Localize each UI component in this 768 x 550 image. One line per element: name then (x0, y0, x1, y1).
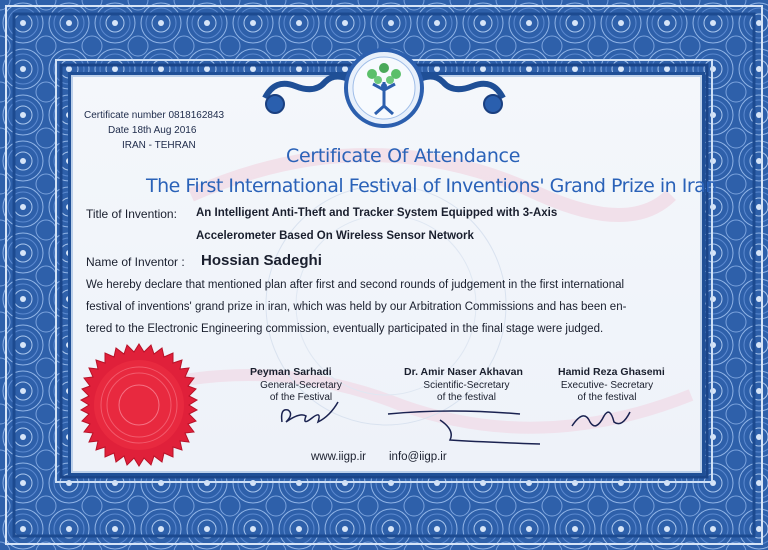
issue-location: IRAN - TEHRAN (122, 140, 196, 151)
website-link[interactable]: www.iigp.ir (311, 451, 366, 463)
red-seal (76, 342, 202, 468)
signature-2 (380, 400, 550, 450)
declaration-line-2: festival of inventions' grand prize in iran, which was held by our Arbitration Commissions and has been en- (86, 301, 627, 313)
declaration-line-1: We hereby declare that mentioned plan after first and second rounds of judgement in the first international (86, 279, 625, 291)
invention-title-line-1: An Intelligent Anti-Theft and Tracker System Equipped with 3-Axis (196, 207, 558, 219)
certificate-title: Certificate Of Attendance (286, 145, 521, 167)
signatory-1-name: Peyman Sarhadi (250, 366, 332, 378)
festival-name: The First International Festival of Inventions' Grand Prize in Iran (146, 175, 717, 197)
signatory-3-name: Hamid Reza Ghasemi (558, 366, 665, 378)
signature-3 (566, 398, 636, 438)
signatory-3-role-1: Executive- Secretary (560, 380, 654, 391)
signatory-2-role-2: of the festival (437, 392, 496, 403)
certificate-number: Certificate number 0818162843 (84, 110, 225, 121)
declaration-line-3: tered to the Electronic Engineering commission, eventually participated in the final stage were judged. (86, 323, 604, 335)
signatory-3-role-2: of the festival (577, 392, 637, 403)
inventor-name: Hossian Sadeghi (201, 252, 322, 269)
signatory-1-role-2: of the Festival (269, 392, 333, 403)
festival-logo (255, 48, 513, 132)
signature-1 (272, 392, 352, 432)
signatory-1-role-1: General-Secretary (260, 380, 342, 391)
inventor-label: Name of Inventor : (86, 255, 185, 269)
signatory-2-name: Dr. Amir Naser Akhavan (404, 366, 523, 378)
email-link[interactable]: info@iigp.ir (389, 451, 447, 463)
invention-title-label: Title of Invention: (86, 207, 177, 221)
issue-date: Date 18th Aug 2016 (108, 125, 197, 136)
invention-title-line-2: Accelerometer Based On Wireless Sensor Network (196, 230, 474, 242)
signatory-2-role-1: Scientific-Secretary (423, 380, 510, 391)
